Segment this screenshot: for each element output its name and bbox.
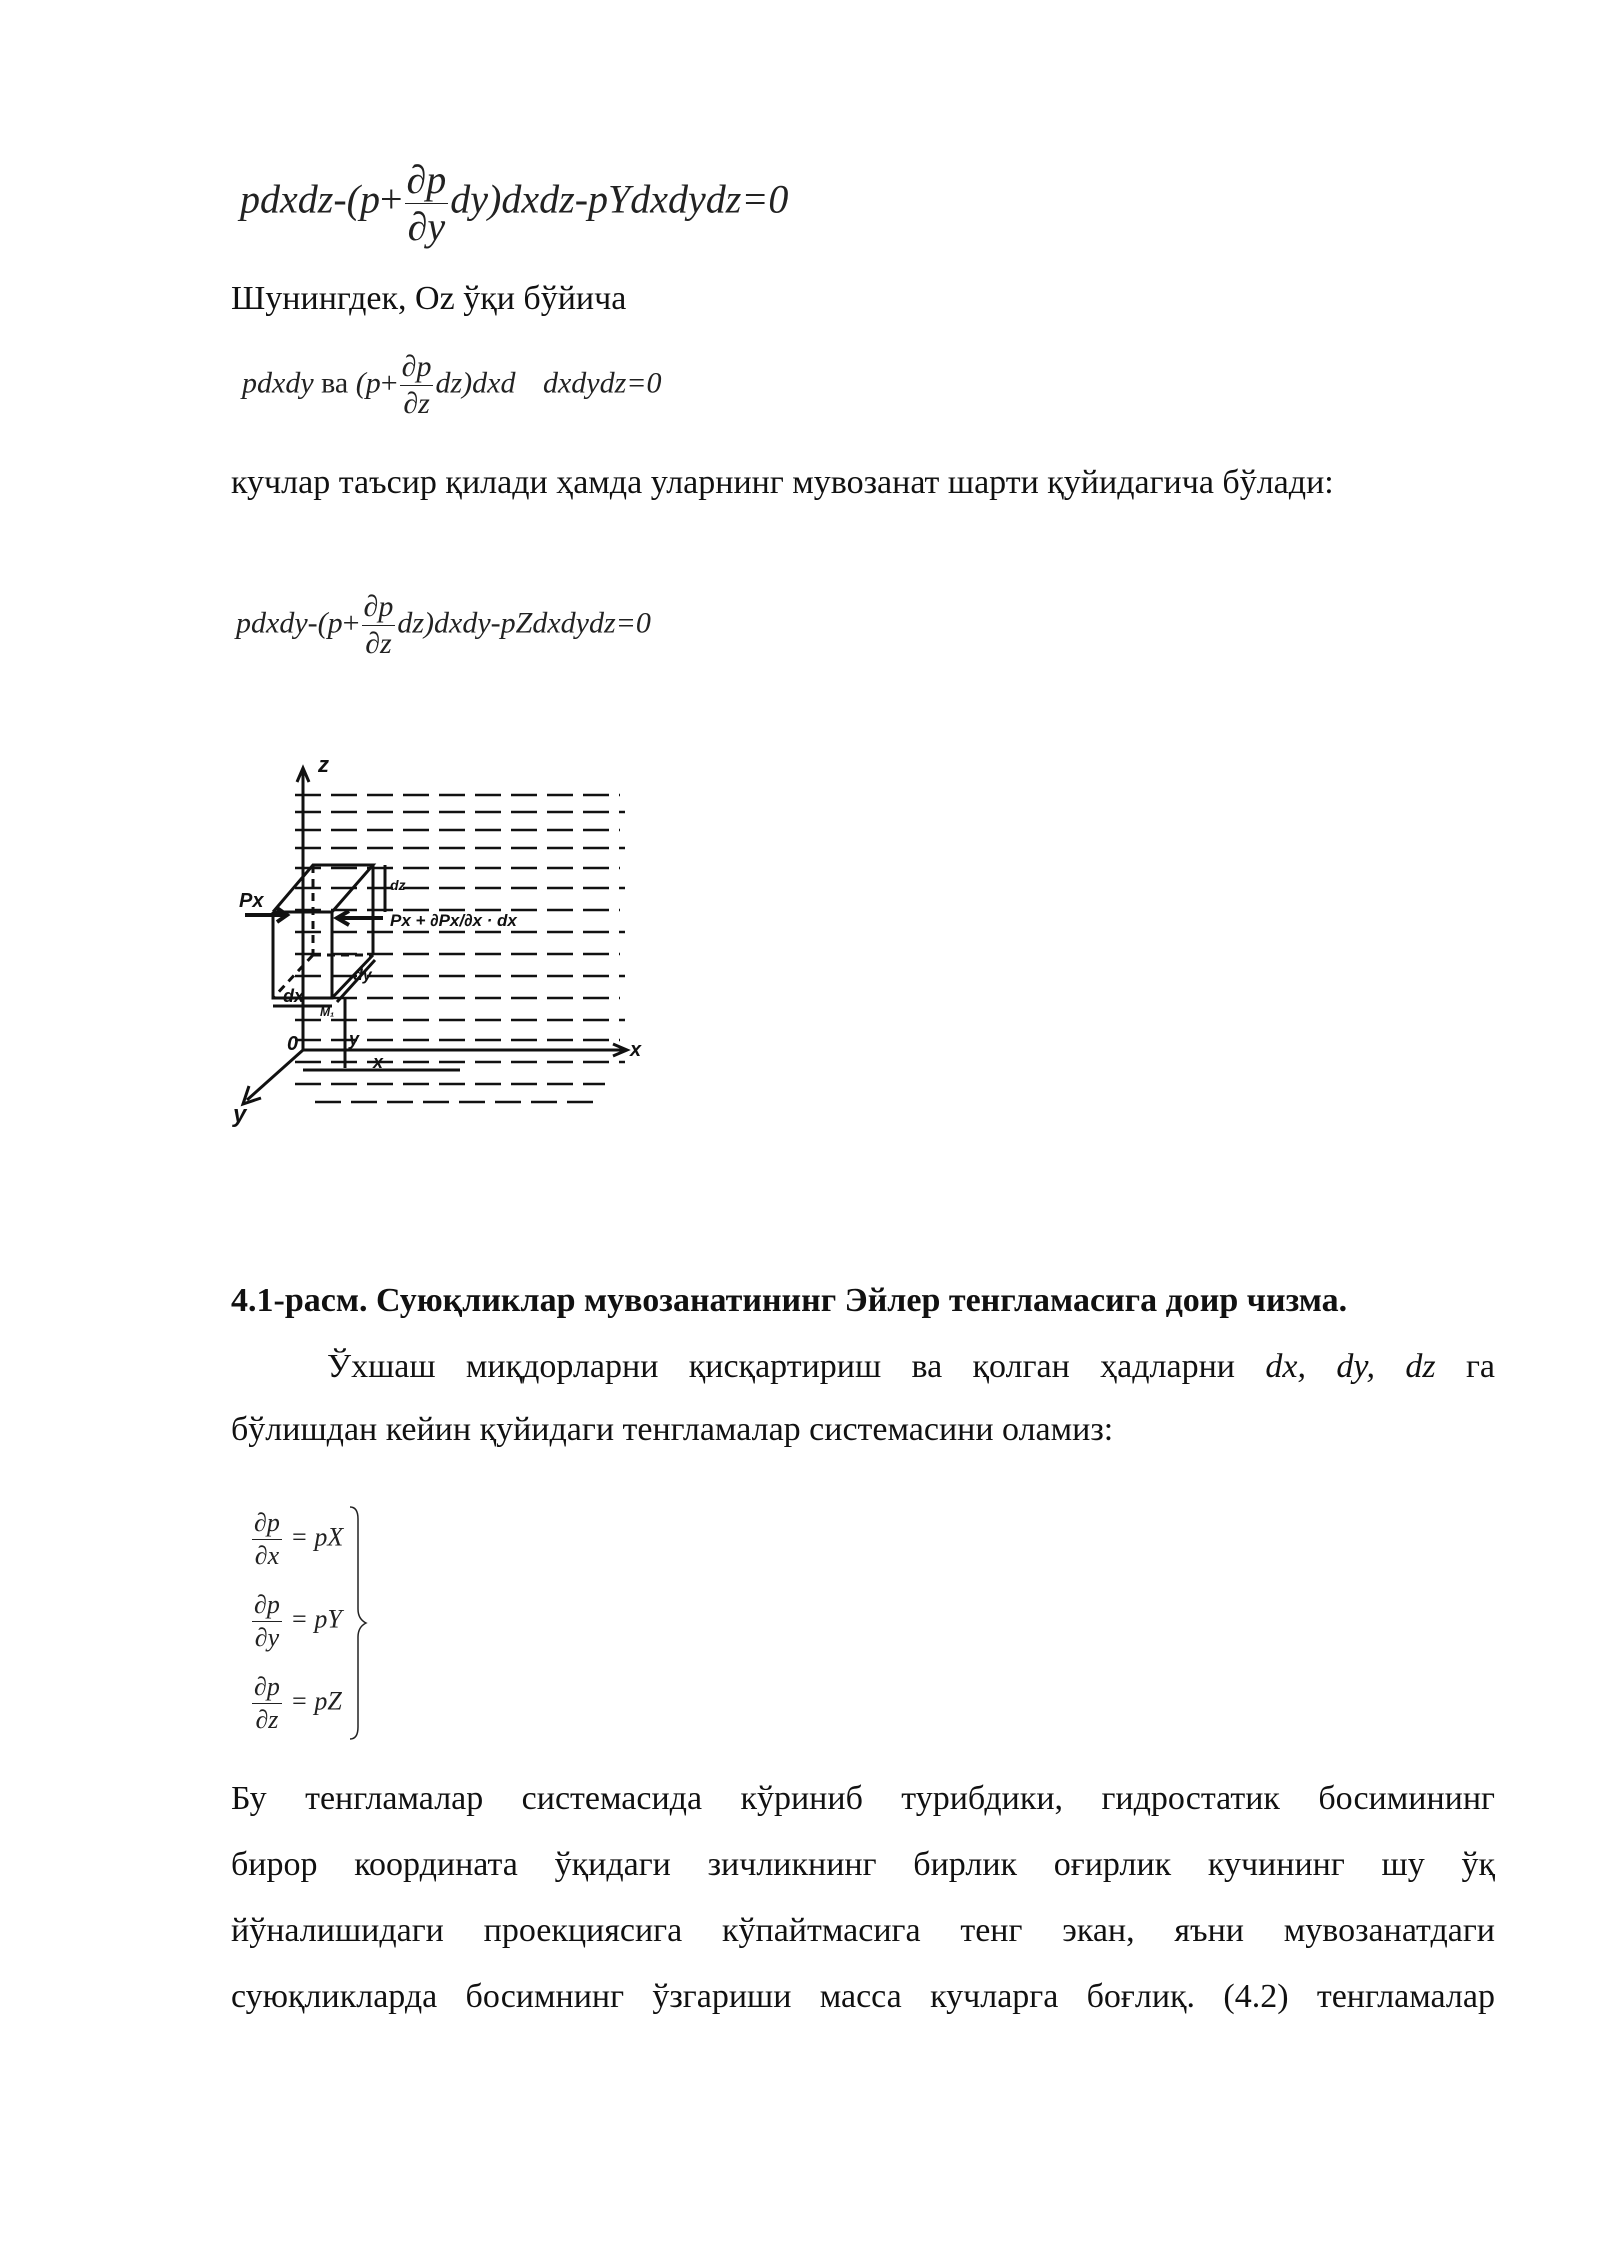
y-axis: [247, 1050, 303, 1100]
para1-line2: бўлишдан кейин қуйидаги тенгламалар системасини оламиз:: [231, 1411, 1114, 1448]
eq2-denominator: ∂z: [403, 387, 430, 420]
eq3-denominator: ∂z: [365, 627, 392, 660]
eq2-fraction: [400, 352, 434, 419]
var-dy: dy,: [1336, 1348, 1376, 1385]
text-oz-axis: Шунингдек, Oz ўқи бўйича: [231, 280, 627, 317]
eq2-a: pdxdy: [242, 366, 314, 400]
para1-line1: [231, 1348, 1495, 1386]
label-dz: dz: [390, 877, 406, 893]
label-m: M₁: [320, 1005, 335, 1019]
eq3-fraction: [362, 592, 396, 659]
system-x-num: ∂p: [252, 1510, 282, 1540]
eq1-numerator: ∂p: [406, 157, 447, 202]
para2-line4: суюқликларда босимнинг ўзгариши масса кучларга боғлиқ. (4.2) тенгламалар: [231, 1978, 1495, 2015]
system-y-rhs: = pY: [290, 1604, 342, 1634]
para2-line1: Бу тенгламалар системасида кўриниб турибдики, гидростатик босимининг: [231, 1780, 1495, 1817]
para1-line1-start: Ўхшаш миқдорларни қисқартириш ва қолган ҳадларни: [327, 1348, 1235, 1385]
system-x-rhs: = pX: [290, 1522, 344, 1552]
para1-line1-end: га: [1465, 1348, 1496, 1385]
system-row-x: [250, 1510, 343, 1569]
eq2-d: dxdydz=0: [542, 366, 662, 400]
eq1-denominator: ∂y: [407, 204, 446, 249]
eq2-plus: +: [380, 366, 398, 400]
var-dx: dx,: [1265, 1348, 1306, 1385]
eq3-plus: +: [342, 606, 360, 640]
eq2-c: dz)dxd: [435, 366, 516, 400]
label-origin: 0: [287, 1033, 299, 1055]
label-px: Px: [239, 890, 264, 912]
label-y-axis: y: [233, 1101, 247, 1128]
system-z-num: ∂p: [252, 1674, 282, 1704]
label-dx: dx: [283, 986, 305, 1006]
eq2-numerator: ∂p: [400, 352, 434, 386]
system-row-y: [250, 1592, 342, 1651]
eq3-numerator: ∂p: [362, 592, 396, 626]
label-y-dim: y: [349, 1029, 360, 1049]
eq1-tail: dy)dxdz-pYdxdydz=0: [450, 176, 789, 222]
system-row-z: [250, 1674, 342, 1733]
equation-y-balance: [240, 157, 789, 249]
equation-z-forces: [242, 352, 662, 419]
eq3-tail: dz)dxdy-pZdxdydz=0: [397, 606, 651, 640]
equation-z-balance: [236, 592, 651, 659]
label-px-right: Px + ∂Px/∂x · dx: [390, 911, 517, 930]
label-z: z: [318, 752, 329, 777]
euler-figure: [225, 750, 685, 1130]
eq2-conjunction: ва: [321, 366, 349, 400]
label-dy: dy: [353, 967, 372, 984]
para2-line2: бирор координата ўқидаги зичликнинг бирлик оғирлик кучининг шу ўқ: [231, 1846, 1495, 1883]
eq1-plus: +: [379, 176, 403, 222]
system-y-den: ∂y: [254, 1623, 280, 1652]
figure-caption: 4.1-расм. Суюқликлар мувозанатининг Эйлер тенгламасига доир чизма.: [231, 1282, 1348, 1319]
system-y-num: ∂p: [252, 1592, 282, 1622]
text-forces: кучлар таъсир қилади ҳамда уларнинг мувозанат шарти қуйидагича бўлади:: [231, 464, 1334, 501]
box-top: [273, 865, 373, 912]
system-z-den: ∂z: [255, 1705, 279, 1734]
label-x-dim: x: [373, 1052, 384, 1072]
system-x-den: ∂x: [254, 1541, 280, 1570]
system-brace: [348, 1505, 372, 1741]
system-z-rhs: = pZ: [290, 1686, 342, 1716]
eq1-lead: pdxdz-(p: [240, 176, 380, 222]
eq1-fraction: [405, 157, 449, 249]
eq3-lead: pdxdy-(p: [236, 606, 343, 640]
label-x-axis: x: [630, 1039, 642, 1061]
para2-line3: йўналишидаги проекциясига кўпайтмасига тенг экан, яъни мувозанатдаги: [231, 1912, 1495, 1949]
eq2-b: (p: [355, 366, 381, 400]
var-dz: dz: [1405, 1348, 1436, 1385]
